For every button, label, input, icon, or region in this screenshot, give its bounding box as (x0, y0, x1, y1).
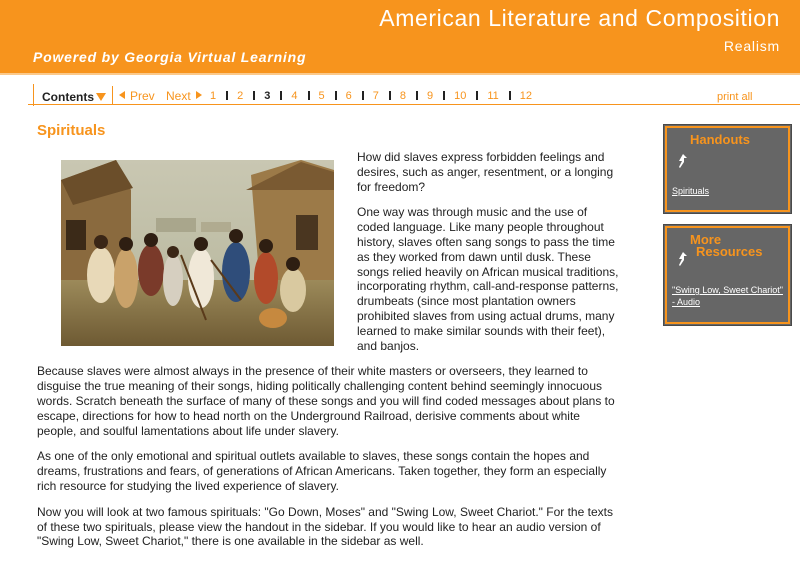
pointer-cursor-icon (676, 251, 688, 267)
next-label: Next (166, 89, 191, 103)
handout-spirituals-link[interactable]: Spirituals (672, 186, 710, 196)
handouts-panel (663, 124, 792, 214)
arrow-right-icon (196, 91, 202, 99)
header-stripe (0, 73, 800, 75)
handouts-title: Handouts (690, 132, 750, 147)
page-link-10[interactable]: 10 (454, 90, 467, 102)
page-link-1[interactable]: 1 (210, 90, 217, 102)
page-separator (389, 91, 391, 100)
paragraph-coded-messages: Because slaves were almost always in the presence of their white masters or overseers, they learned to disguise the true meaning of their songs, hiding politically challenging content behind seemingly innocuous words. Scratch beneath the surface of many of these songs and you will find coded messages about plans to escape, directions for how to head north on the Underground Railroad, derisive comments about white people, and soulful lamentations about life under slavery. (37, 364, 615, 438)
page-link-7[interactable]: 7 (372, 90, 379, 102)
page-title: Spirituals (37, 122, 106, 139)
contents-dropdown[interactable] (33, 84, 113, 106)
page-separator (509, 91, 511, 100)
chevron-down-icon (96, 93, 106, 101)
contents-label: Contents (42, 90, 94, 104)
more-resources-title-line1: More (690, 232, 722, 247)
site-header (0, 0, 800, 75)
page-separator (362, 91, 364, 100)
page-link-8[interactable]: 8 (399, 90, 406, 102)
more-resources-title-line2: Resources (696, 244, 763, 259)
arrow-left-icon (119, 91, 125, 99)
page-link-6[interactable]: 6 (345, 90, 352, 102)
page-separator (476, 91, 478, 100)
page-link-11[interactable]: 11 (487, 90, 499, 102)
next-button[interactable] (166, 89, 202, 103)
swing-low-audio-link[interactable] (672, 284, 783, 308)
page-numbers (210, 90, 532, 102)
page-link-4[interactable]: 4 (291, 90, 298, 102)
page-navigation (0, 84, 800, 106)
page-separator (335, 91, 337, 100)
nav-underline (28, 104, 800, 105)
page-separator (416, 91, 418, 100)
page-separator (308, 91, 310, 100)
image-float-spacer (37, 150, 357, 350)
page-separator (226, 91, 228, 100)
article-body (37, 150, 621, 560)
page-separator (253, 91, 255, 100)
nav-divider (112, 86, 113, 104)
paragraph-instructions: Now you will look at two famous spirituals: "Go Down, Moses" and "Swing Low, Sweet Chariot." For the texts of these two spirituals, please view the handout in the sidebar. If you would like to hear an audio version of "Swing Low, Sweet Chariot," there is one available in the sidebar as well. (37, 504, 613, 549)
page-link-3-current[interactable]: 3 (264, 90, 271, 102)
paragraph-intro: How did slaves express forbidden feelings and desires, such as anger, resentment, or a longing for freedom? (357, 150, 614, 194)
page-separator (443, 91, 445, 100)
page-link-12[interactable]: 12 (519, 90, 533, 102)
page-link-9[interactable]: 9 (427, 90, 434, 102)
page-link-5[interactable]: 5 (318, 90, 325, 102)
unit-title: Realism (723, 38, 780, 54)
course-title: American Literature and Composition (379, 5, 780, 31)
pointer-cursor-icon (676, 153, 688, 169)
more-resources-panel (663, 224, 792, 326)
powered-by-logo: Powered by Georgia Virtual Learning (33, 49, 307, 65)
prev-button[interactable] (119, 89, 155, 103)
paragraph-emotional-outlets: As one of the only emotional and spiritual outlets available to slaves, these songs contain the hopes and dreams, frustrations and fears, of generations of African Americans. Taken together, they form an especially rich resource for studying the lived experience of slavery. (37, 449, 607, 493)
print-all-link[interactable]: print all (717, 91, 753, 103)
swing-low-audio-link-line2: - Audio (672, 297, 701, 307)
prev-label: Prev (130, 89, 155, 103)
page-link-2[interactable]: 2 (237, 90, 244, 102)
swing-low-audio-link-line1: "Swing Low, Sweet Chariot" (672, 285, 783, 295)
paragraph-music: One way was through music and the use of coded language. Like many people throughout history, slaves often sang songs to pass the time as they worked from dawn until dusk. These songs relied heavily on African musical traditions, incorporating rhythm, call-and-response patterns, drumbeats (since most plantation owners prohibited slaves from using actual drums, many learned to make similar sounds with their feet), and banjos. (357, 205, 619, 353)
page-separator (280, 91, 282, 100)
